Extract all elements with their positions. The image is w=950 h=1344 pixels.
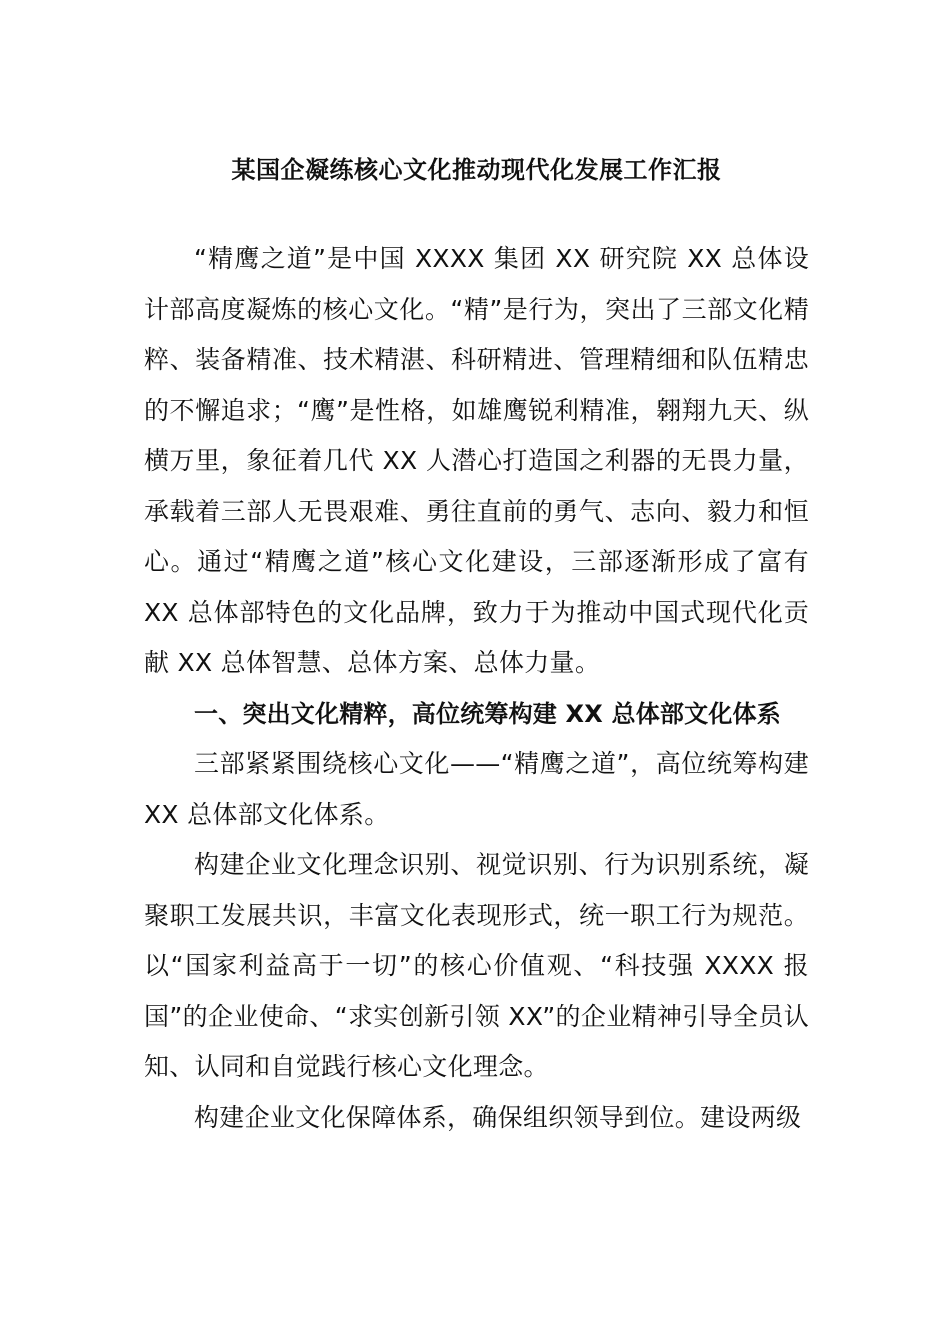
section-1-paragraph-1: 三部紧紧围绕核心文化——“精鹰之道”，高位统筹构建 XX 总体部文化体系。 [144,749,809,829]
intro-paragraph: “精鹰之道”是中国 XXXX 集团 XX 研究院 XX 总体设计部高度凝炼的核心文化。“精”是行为，突出了三部文化精粹、装备精准、技术精湛、科研精进、管理精细和队伍精忠的不懈追求；“鹰”是性格，如雄鹰锐利精准，翱翔九天、纵横万里，象征着几代 XX 人潜心打造国之利器的无畏力量，承载着三部人无畏艰难、勇往直前的勇气、志向、毅力和恒心。通过“精鹰之道”核心文化建设，三部逐渐形成了富有 XX 总体部特色的文化品牌，致力于为推动中国式现代化贡献 XX 总体智慧、总体方案、总体力量。 [144,244,809,677]
section-heading-1: 一、突出文化精粹，高位统筹构建 XX 总体部文化体系 [194,699,781,728]
document-title: 某国企凝练核心文化推动现代化发展工作汇报 [231,156,722,184]
section-1-paragraph-2: 构建企业文化理念识别、视觉识别、行为识别系统，凝聚职工发展共识，丰富文化表现形式，统一职工行为规范。以“国家利益高于一切”的核心价值观、“科技强 XXXX 报国”的企业使命、“求实创新引领 XX”的企业精神引导全员认知、认同和自觉践行核心文化理念。 [144,850,809,1081]
document-page [144,146,809,1143]
section-1-paragraph-3: 构建企业文化保障体系，确保组织领导到位。建设两级 [194,1102,802,1132]
